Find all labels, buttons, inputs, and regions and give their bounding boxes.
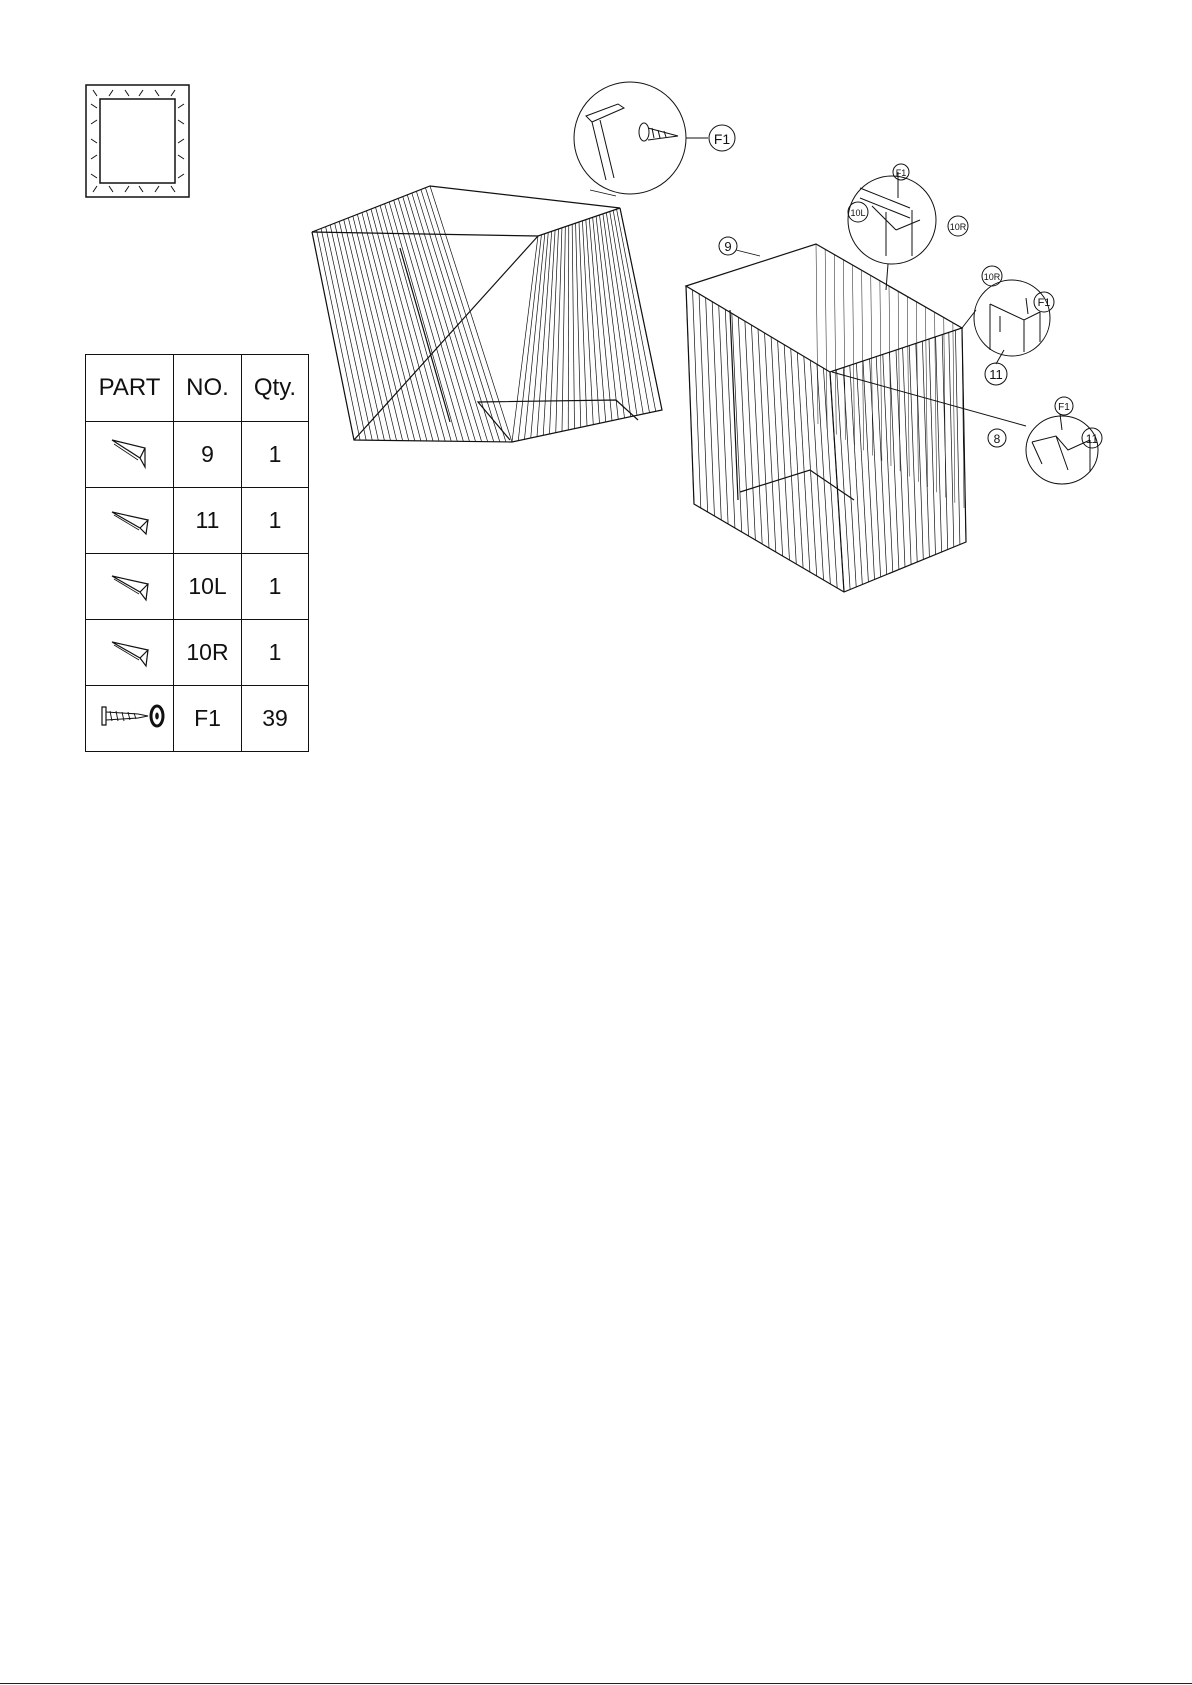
angle-bar-icon bbox=[100, 498, 160, 538]
detail-circle-corner bbox=[962, 266, 1054, 385]
assembly-drawing bbox=[300, 80, 1120, 620]
detail-circle-top bbox=[574, 82, 735, 196]
callout-part-9 bbox=[719, 237, 760, 256]
parts-table bbox=[85, 354, 309, 752]
part-cell bbox=[86, 554, 174, 620]
part-number: 10R bbox=[174, 620, 242, 686]
part-number: 11 bbox=[174, 488, 242, 554]
callout-f1-corner: F1 bbox=[1037, 297, 1051, 309]
table-row bbox=[86, 554, 309, 620]
header-qty: Qty. bbox=[242, 355, 309, 422]
part-number: 10L bbox=[174, 554, 242, 620]
part-qty: 1 bbox=[242, 488, 309, 554]
callout-10r: 10R bbox=[949, 222, 967, 232]
table-header-row bbox=[86, 355, 309, 422]
table-row bbox=[86, 488, 309, 554]
callout-f1-top: F1 bbox=[713, 131, 731, 147]
page-bottom-rule bbox=[0, 1683, 1192, 1684]
callout-f1-base: F1 bbox=[1058, 402, 1070, 413]
callout-f1-roof: F1 bbox=[895, 168, 907, 178]
screw-washer-icon bbox=[94, 699, 166, 733]
part-qty: 39 bbox=[242, 686, 309, 752]
callout-10r-corner: 10R bbox=[983, 272, 1001, 282]
header-part: PART bbox=[86, 355, 174, 422]
table-row bbox=[86, 422, 309, 488]
callout-11-corner: 11 bbox=[989, 367, 1003, 382]
part-cell bbox=[86, 686, 174, 752]
angle-bar-icon bbox=[100, 564, 160, 604]
angle-bar-icon bbox=[100, 432, 160, 472]
callout-10l: 10L bbox=[850, 208, 866, 218]
svg-text:9: 9 bbox=[724, 239, 732, 254]
part-qty: 1 bbox=[242, 422, 309, 488]
part-number: 9 bbox=[174, 422, 242, 488]
part-qty: 1 bbox=[242, 554, 309, 620]
part-cell bbox=[86, 422, 174, 488]
callout-8: 8 bbox=[993, 432, 1001, 446]
angle-bar-icon bbox=[100, 630, 160, 670]
part-cell bbox=[86, 620, 174, 686]
callout-11-base: 11 bbox=[1085, 432, 1099, 446]
table-row bbox=[86, 686, 309, 752]
shed-upright-illustration bbox=[686, 244, 966, 592]
part-cell bbox=[86, 488, 174, 554]
part-number: F1 bbox=[174, 686, 242, 752]
table-row bbox=[86, 620, 309, 686]
part-qty: 1 bbox=[242, 620, 309, 686]
floor-plan-icon bbox=[85, 84, 190, 198]
header-no: NO. bbox=[174, 355, 242, 422]
shed-tilted-illustration bbox=[312, 186, 662, 442]
